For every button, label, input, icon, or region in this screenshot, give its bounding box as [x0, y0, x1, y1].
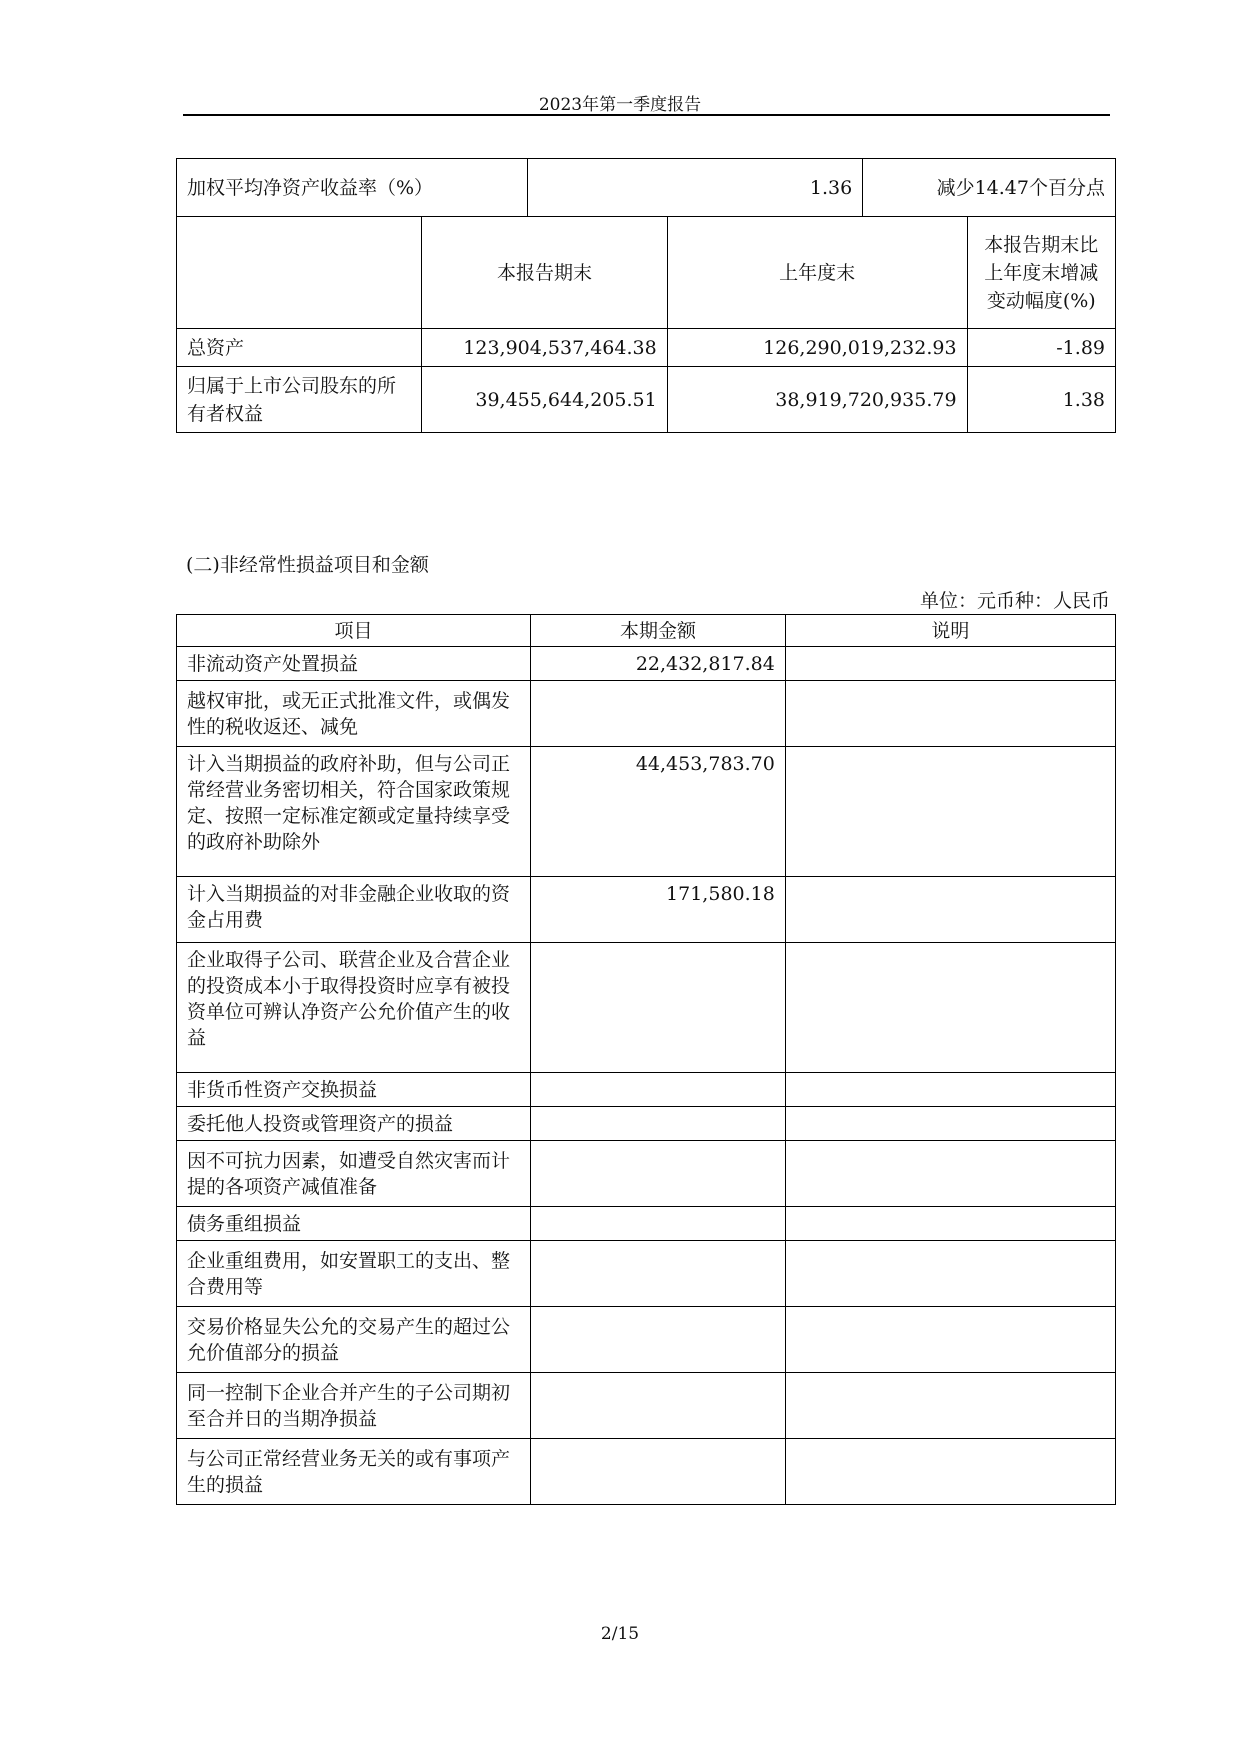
item-note [785, 647, 1115, 681]
table-row [177, 1073, 1116, 1107]
roe-change: 减少14.47个百分点 [863, 159, 1116, 217]
roe-table [176, 158, 1116, 217]
currency-unit: 单位：元币种：人民币 [919, 590, 1110, 612]
roe-label: 加权平均净资产收益率（%） [177, 159, 528, 217]
item-amount: 22,432,817.84 [531, 647, 786, 681]
table-row [177, 1307, 1116, 1373]
item-label: 非流动资产处置损益 [177, 647, 531, 681]
item-label: 与公司正常经营业务无关的或有事项产生的损益 [177, 1439, 531, 1505]
table-row [177, 681, 1116, 747]
balance-header-blank [177, 217, 422, 329]
header-divider [183, 114, 1110, 116]
item-note [785, 1307, 1115, 1373]
table-row [177, 1373, 1116, 1439]
item-amount: 171,580.18 [531, 877, 786, 943]
balance-row-change: -1.89 [967, 329, 1115, 367]
balance-header-current: 本报告期末 [422, 217, 667, 329]
balance-row-label: 归属于上市公司股东的所有者权益 [177, 367, 422, 433]
item-amount [531, 1073, 786, 1107]
item-label: 越权审批，或无正式批准文件，或偶发性的税收返还、减免 [177, 681, 531, 747]
table-row [177, 1439, 1116, 1505]
item-label: 企业取得子公司、联营企业及合营企业的投资成本小于取得投资时应享有被投资单位可辨认净资产公允价值产生的收益 [177, 943, 531, 1073]
item-note [785, 747, 1115, 877]
item-label: 委托他人投资或管理资产的损益 [177, 1107, 531, 1141]
balance-row-current: 39,455,644,205.51 [422, 367, 667, 433]
item-amount [531, 1373, 786, 1439]
table-row [177, 1107, 1116, 1141]
section-title: (二)非经常性损益项目和金额 [186, 554, 429, 576]
item-amount [531, 1439, 786, 1505]
item-amount [531, 1107, 786, 1141]
item-note [785, 1207, 1115, 1241]
item-amount [531, 1241, 786, 1307]
table-row [177, 367, 1116, 433]
item-note [785, 1141, 1115, 1207]
items-header-note: 说明 [785, 615, 1115, 647]
roe-value: 1.36 [527, 159, 863, 217]
item-label: 计入当期损益的政府补助，但与公司正常经营业务密切相关，符合国家政策规定、按照一定标准定额或定量持续享受的政府补助除外 [177, 747, 531, 877]
item-note [785, 1439, 1115, 1505]
table-row [177, 747, 1116, 877]
item-amount [531, 1207, 786, 1241]
item-amount [531, 943, 786, 1073]
item-amount [531, 681, 786, 747]
balance-row-change: 1.38 [967, 367, 1115, 433]
table-row [177, 647, 1116, 681]
item-note [785, 1073, 1115, 1107]
table-row [177, 943, 1116, 1073]
table-row [177, 329, 1116, 367]
item-note [785, 1107, 1115, 1141]
item-note [785, 1373, 1115, 1439]
item-label: 同一控制下企业合并产生的子公司期初至合并日的当期净损益 [177, 1373, 531, 1439]
item-amount: 44,453,783.70 [531, 747, 786, 877]
table-row [177, 1207, 1116, 1241]
non-recurring-items-table [176, 614, 1116, 1505]
items-header-amount: 本期金额 [531, 615, 786, 647]
balance-row-prior: 38,919,720,935.79 [667, 367, 967, 433]
table-row [177, 1241, 1116, 1307]
page-number: 2/15 [600, 1624, 640, 1644]
balance-row-prior: 126,290,019,232.93 [667, 329, 967, 367]
balance-header-prior: 上年度末 [667, 217, 967, 329]
balance-row-label: 总资产 [177, 329, 422, 367]
table-row [177, 1141, 1116, 1207]
item-label: 非货币性资产交换损益 [177, 1073, 531, 1107]
item-amount [531, 1307, 786, 1373]
balance-table [176, 216, 1116, 433]
item-amount [531, 1141, 786, 1207]
item-label: 计入当期损益的对非金融企业收取的资金占用费 [177, 877, 531, 943]
balance-header-change: 本报告期末比上年度末增减变动幅度(%) [967, 217, 1115, 329]
items-header-item: 项目 [177, 615, 531, 647]
item-note [785, 681, 1115, 747]
item-note [785, 1241, 1115, 1307]
item-label: 交易价格显失公允的交易产生的超过公允价值部分的损益 [177, 1307, 531, 1373]
item-note [785, 877, 1115, 943]
item-label: 企业重组费用，如安置职工的支出、整合费用等 [177, 1241, 531, 1307]
item-label: 因不可抗力因素，如遭受自然灾害而计提的各项资产减值准备 [177, 1141, 531, 1207]
item-label: 债务重组损益 [177, 1207, 531, 1241]
item-note [785, 943, 1115, 1073]
balance-row-current: 123,904,537,464.38 [422, 329, 667, 367]
table-row [177, 877, 1116, 943]
report-header-title: 2023年第一季度报告 [538, 95, 702, 115]
